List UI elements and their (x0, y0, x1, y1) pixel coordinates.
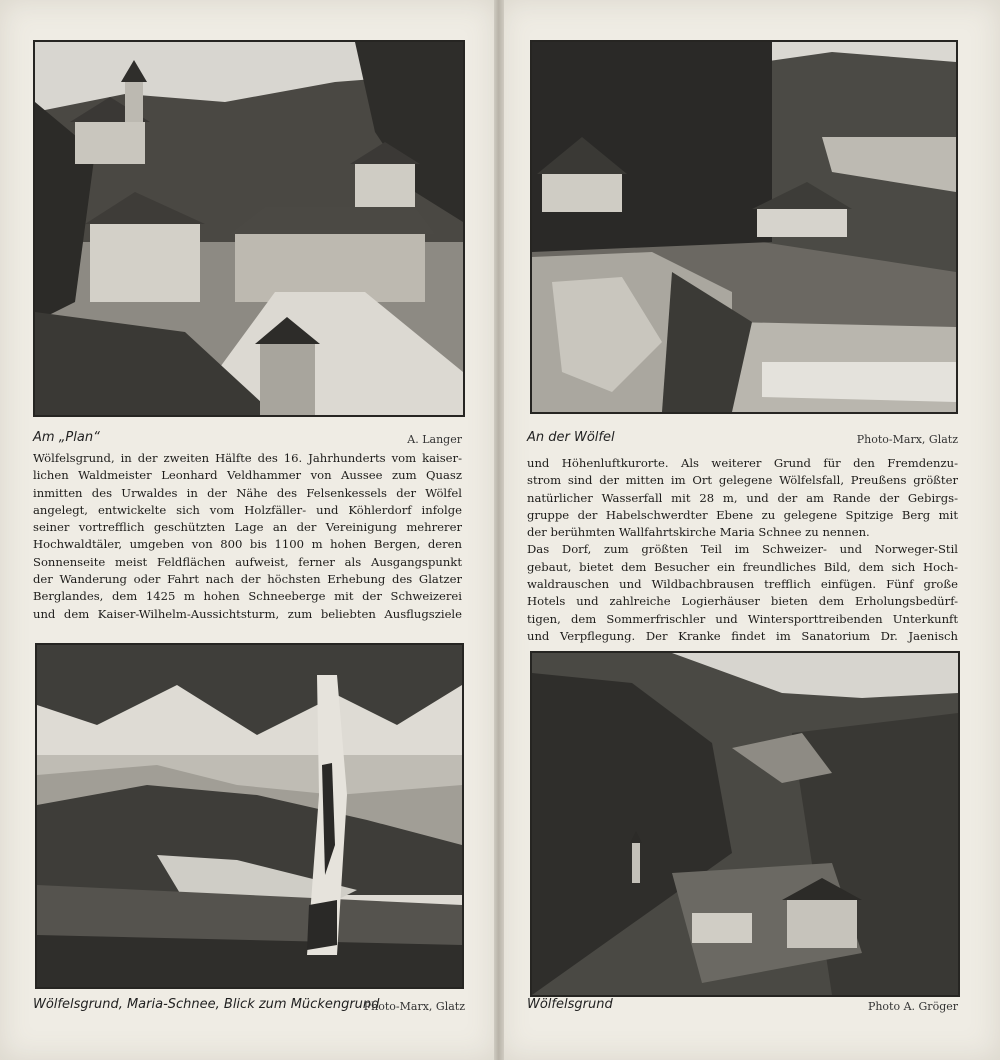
text-line: der Wanderung oder Fahrt nach der höchsten Erhebung des Glatzer (33, 572, 462, 587)
text-line: Sonnenseite meist Feldflächen aufweist, ferner als Ausgangspunkt (33, 554, 462, 569)
caption-woelfelsgrund: Wölfelsgrund (527, 997, 613, 1012)
text-line: lichen Waldmeister Leonhard Veldhammer von Aussee zum Quasz (33, 468, 462, 483)
text-line: Berglandes, dem 1425 m hohen Schneeberge mit der Schweizerei (33, 589, 462, 604)
photo-maria-schnee (35, 643, 464, 989)
photo-an-der-woelfel (530, 40, 958, 414)
text-line: Das Dorf, zum größten Teil im Schweizer- und Norweger-Stil (527, 542, 958, 557)
text-line: waldrauschen und Wildbachbrausen trefflich einfügen. Fünf große (527, 577, 958, 592)
photo-am-plan (33, 40, 465, 417)
text-line: strom sind der mitten im Ort gelegene Wölfelsfall, Preußens größter (527, 473, 958, 488)
text-line: und dem Kaiser-Wilhelm-Aussichtsturm, zum beliebten Ausflugsziele (33, 606, 462, 621)
credit-maria-schnee: Photo-Marx, Glatz (363, 1000, 465, 1013)
caption-maria-schnee: Wölfelsgrund, Maria-Schnee, Blick zum Mückengrund (33, 997, 380, 1012)
text-line: der berühmten Wallfahrtskirche Maria Schnee zu nennen. (527, 525, 870, 540)
text-line: Hotels und zahlreiche Logierhäuser bieten dem Erholungsbedürf- (527, 594, 958, 609)
credit-am-plan: A. Langer (407, 433, 462, 446)
text-line: und Höhenluftkurorte. Als weiterer Grund für den Fremdenzu- (527, 456, 958, 470)
text-line: Hochwaldtäler, umgeben von 800 bis 1100 m hohen Bergen, deren (33, 537, 462, 552)
text-line: gruppe der Habelschwerdter Ebene zu gelegene Spitzige Berg mit (527, 507, 958, 522)
credit-woelfelsgrund: Photo A. Gröger (867, 1000, 958, 1013)
caption-an-der-woelfel: An der Wölfel (527, 430, 615, 445)
body-text-right (527, 455, 958, 645)
text-line: natürlicher Wasserfall mit 28 m, und der am Rande der Gebirgs- (527, 490, 958, 505)
text-line: seiner vortrefflich geschützten Lage an der Vereinigung mehrerer (33, 520, 462, 535)
text-line: gebaut, bietet dem Besucher ein freundliches Bild, dem sich Hoch- (527, 559, 958, 574)
text-line: inmitten des Urwaldes in der Nähe des Felsenkessels der Wölfel (33, 485, 462, 500)
text-line: angelegt, entwickelte sich vom Holzfäller- und Köhlerdorf infolge (33, 502, 462, 517)
photo-woelfelsgrund (530, 651, 960, 997)
page-fold (494, 0, 504, 1060)
text-line: Wölfelsgrund, in der zweiten Hälfte des 16. Jahrhunderts vom kaiser- (33, 451, 462, 465)
body-text-left (33, 450, 462, 623)
text-line: und Verpflegung. Der Kranke findet im Sanatorium Dr. Jaenisch (527, 628, 958, 643)
text-line: tigen, dem Sommerfrischler und Wintersporttreibenden Unterkunft (527, 611, 958, 626)
credit-an-der-woelfel: Photo-Marx, Glatz (856, 433, 958, 446)
caption-am-plan: Am „Plan“ (33, 430, 100, 445)
